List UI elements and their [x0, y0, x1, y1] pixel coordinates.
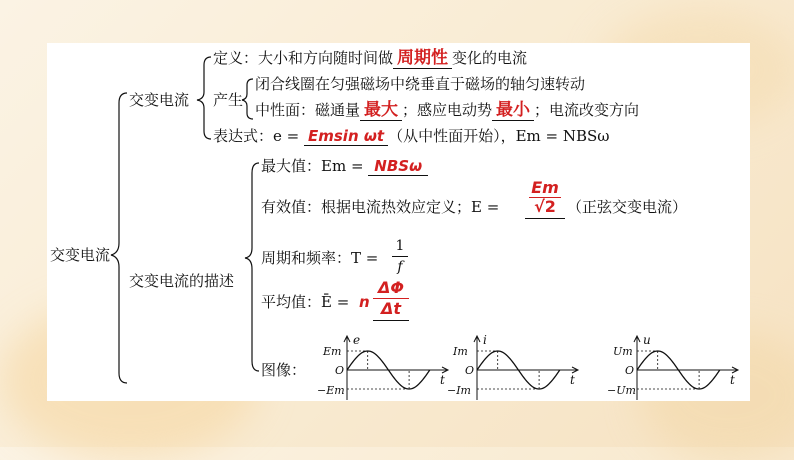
branch2-label: 交变电流的描述: [129, 272, 235, 290]
definition-prefix: 定义：大小和方向随时间做: [213, 49, 394, 67]
neutral-plane-prefix: 中性面：磁通量: [255, 101, 361, 119]
neutral-plane-suffix: ；电流改变方向: [534, 101, 640, 119]
graph-origin-label: O: [465, 364, 475, 377]
expression-prefix: 表达式：e =: [213, 127, 300, 145]
average-numerator: ΔΦ: [378, 278, 404, 297]
effective-suffix: （正弦交变电流）: [567, 198, 688, 216]
max-value-answer: NBSω: [368, 157, 428, 176]
max-value-prefix: 最大值：Em =: [261, 157, 364, 175]
flux-answer: 最大: [360, 100, 402, 121]
average-prefix: 平均值：Ē =: [261, 293, 350, 311]
period-denominator: f: [397, 259, 403, 275]
graph-var-label: u: [643, 333, 651, 347]
effective-denominator: √2: [534, 197, 556, 216]
concept-map-panel: [47, 43, 750, 401]
graph-var-label: i: [483, 333, 487, 347]
branch1-label: 交变电流: [129, 91, 190, 109]
generation-label: 产生: [213, 91, 244, 109]
expression-answer: Emsin ωt: [304, 127, 388, 146]
neutral-plane-mid: ；感应电动势: [402, 101, 493, 119]
graph-origin-label: O: [625, 364, 635, 377]
average-n: n: [359, 293, 370, 311]
effective-prefix: 有效值：根据电流热效应定义；E =: [261, 198, 500, 216]
period-prefix: 周期和频率：T =: [261, 249, 379, 267]
graph-bottom-label: −Em: [317, 384, 345, 397]
period-numerator: 1: [395, 238, 405, 254]
image-label: 图像：: [261, 361, 307, 379]
generation-line1: 闭合线圈在匀强磁场中绕垂直于磁场的轴匀速转动: [255, 75, 586, 93]
graph-var-label: e: [353, 333, 361, 347]
graph-t-label: t: [730, 373, 735, 387]
graphs: [47, 43, 750, 401]
graph-bottom-label: −Im: [447, 384, 471, 397]
effective-numerator: Em: [531, 178, 559, 197]
graph-bottom-label: −Um: [607, 384, 636, 397]
definition-answer: 周期性: [393, 48, 452, 69]
graph-top-label: Im: [453, 345, 468, 358]
graph-top-label: Em: [323, 345, 342, 358]
expression-suffix: （从中性面开始），Em = NBSω: [388, 127, 610, 145]
graph-t-label: t: [570, 373, 575, 387]
graph-top-label: Um: [613, 345, 633, 358]
average-denominator: Δt: [380, 299, 402, 318]
definition-suffix: 变化的电流: [452, 49, 528, 67]
emf-answer: 最小: [492, 100, 534, 121]
graph-origin-label: O: [335, 364, 345, 377]
root-label: 交变电流: [50, 246, 111, 264]
graph-t-label: t: [440, 373, 445, 387]
